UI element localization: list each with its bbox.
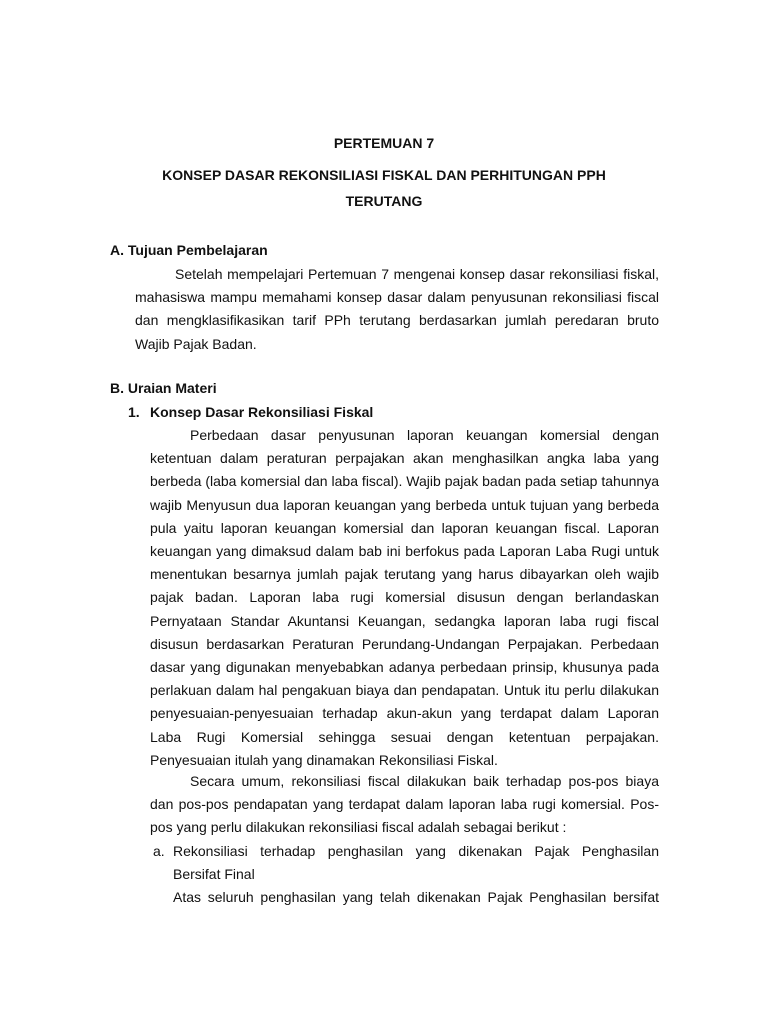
document-title-main: KONSEP DASAR REKONSILIASI FISKAL DAN PERHITUNGAN PPH (162, 167, 606, 183)
section-a-paragraph: Setelah mempelajari Pertemuan 7 mengenai konsep dasar rekonsiliasi fiskal, mahasiswa mampu memahami konsep dasar dalam penyusunan rekonsiliasi fiscal dan mengklasifikasikan tarif PPh terutang berdasarkan jumlah peredaran bruto Wajib Pajak Badan. (135, 266, 659, 352)
list-item-marker: a. (153, 843, 165, 859)
subsection-1-heading (128, 404, 373, 420)
list-item-continuation: Atas seluruh penghasilan yang telah dikenakan Pajak Penghasilan bersifat (173, 889, 659, 905)
subsection-1-number: 1. (128, 404, 140, 420)
list-item (150, 840, 659, 886)
subsection-1-paragraph-1: Perbedaan dasar penyusunan laporan keuangan komersial dengan ketentuan dalam peraturan perpajakan akan menghasilkan angka laba yang berbeda (laba komersial dan laba fiscal). Wajib pajak badan pada setiap tahunnya wajib Menyusun dua laporan keuangan yang berbeda untuk tujuan yang berbeda pula yaitu laporan keuangan komersial dan laporan keuangan fiscal. Laporan keuangan yang dimaksud dalam bab ini berfokus pada Laporan Laba Rugi untuk menentukan besarnya jumlah pajak terutang yang harus dibayarkan oleh wajib pajak badan. Laporan laba rugi komersial disusun dengan berlandaskan Pernyataan Standar Akuntansi Keuangan, sedangka laporan laba rugi fiscal disusun berdasarkan Peraturan Perundang-Undangan Perpajakan. Perbedaan dasar yang digunakan menyebabkan adanya perbedaan prinsip, khusunya pada perlakuan dalam hal pengakuan biaya dan pendapatan. Untuk itu perlu dilakukan penyesuaian-penyesuaian terhadap akun-akun yang terdapat dalam Laporan Laba Rugi Komersial sehingga sesuai dengan ketentuan perpajakan. Penyesuaian itulah yang dinamakan Rekonsiliasi Fiskal. (150, 427, 659, 768)
list-item-text: Rekonsiliasi terhadap penghasilan yang dikenakan Pajak Penghasilan Bersifat Final (173, 843, 659, 883)
document-title-meeting: PERTEMUAN 7 (333, 135, 435, 151)
subsection-1-paragraph-2: Secara umum, rekonsiliasi fiscal dilakukan baik terhadap pos-pos biaya dan pos-pos pendapatan yang terdapat dalam laporan laba rugi komersial. Pos-pos yang perlu dilakukan rekonsiliasi fiscal adalah sebagai berikut : (150, 773, 659, 836)
subsection-1-title: Konsep Dasar Rekonsiliasi Fiskal (150, 404, 374, 420)
section-b-heading: B. Uraian Materi (110, 380, 217, 396)
section-a-heading: A. Tujuan Pembelajaran (110, 242, 268, 258)
document-title-main-continued: TERUTANG (345, 193, 423, 209)
